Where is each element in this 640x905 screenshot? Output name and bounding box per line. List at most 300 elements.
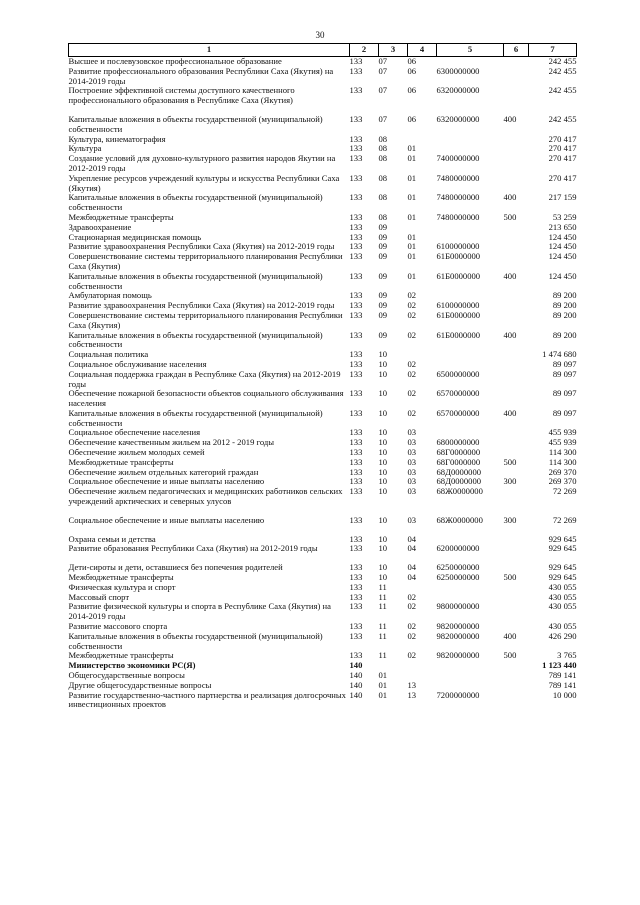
row-name: Амбулаторная помощь [68, 290, 152, 301]
row-section: 08 [378, 211, 388, 222]
row-subsection: 01 [407, 143, 417, 154]
row-expense-type: 500 [503, 211, 517, 222]
table-row [69, 389, 577, 409]
row-section: 09 [378, 329, 388, 340]
row-amount: 89 097 [552, 358, 577, 369]
row-expense-type: 500 [503, 456, 517, 467]
table-row [69, 370, 577, 390]
row-target-item: 6570000000 [436, 407, 480, 418]
row-name: Обеспечение пожарной безопасности объектов социального обслуживания населения [68, 388, 344, 409]
row-section: 09 [378, 221, 388, 232]
row-target-item [437, 583, 504, 593]
row-expense-type [504, 593, 529, 603]
table-row [69, 115, 577, 135]
row-ministry-code: 133 [349, 329, 363, 340]
row-target-item: 7480000000 [436, 172, 480, 183]
row-amount: 430 055 [548, 601, 577, 612]
row-ministry-code: 133 [349, 309, 363, 320]
row-expense-type [504, 242, 529, 252]
table-row [69, 632, 577, 652]
row-target-item: 6250000000 [436, 572, 480, 583]
row-section: 11 [378, 650, 387, 661]
row-name: Капитальные вложения в объекты государственной (муниципальной) собственности [68, 407, 323, 428]
table-row [69, 602, 577, 622]
row-name: Социальное обеспечение населения [68, 427, 201, 438]
row-expense-type: 400 [503, 192, 517, 203]
row-subsection: 03 [407, 476, 417, 487]
row-subsection: 13 [407, 679, 417, 690]
row-name: Обеспечение качественным жильем на 2012 - 2019 годы [68, 437, 275, 448]
row-amount: 124 450 [548, 270, 577, 281]
row-name: Капитальные вложения в объекты государственной (муниципальной) собственности [68, 113, 323, 134]
row-section: 08 [378, 133, 388, 144]
row-expense-type [504, 350, 529, 360]
row-ministry-code: 133 [349, 56, 363, 66]
row-expense-type [504, 67, 529, 87]
row-ministry-code: 133 [349, 427, 363, 438]
row-name: Развитие профессионального образования Республики Саха (Якутия) на 2014-2019 годы [68, 65, 334, 86]
row-expense-type: 400 [503, 113, 517, 124]
row-target-item [437, 671, 504, 681]
row-amount: 455 939 [548, 437, 577, 448]
table-row [69, 252, 577, 272]
row-name: Обеспечение жильем педагогических и медицинских работников сельских учреждений арктических и северных улусов [68, 486, 343, 507]
table-row [69, 174, 577, 194]
row-name: Капитальные вложения в объекты государственной (муниципальной) собственности [68, 270, 323, 291]
row-target-item: 6100000000 [436, 300, 480, 311]
row-ministry-code: 133 [349, 143, 363, 154]
row-name: Министерство экономики РС(Я) [68, 660, 196, 671]
row-target-item: 61Б0000000 [436, 270, 481, 281]
row-amount: 53 259 [552, 211, 577, 222]
row-name: Обеспечение жильем отдельных категорий граждан [68, 466, 259, 477]
row-name: Капитальные вложения в объекты государственной (муниципальной) собственности [68, 630, 323, 651]
row-amount: 124 450 [548, 241, 577, 252]
table-row [69, 86, 577, 115]
row-name: Обеспечение жильем молодых семей [68, 447, 205, 458]
row-subsection: 04 [407, 543, 417, 554]
row-name: Развитие здравоохранения Республики Саха (Якутия) на 2012-2019 годы [68, 300, 335, 311]
row-section: 10 [378, 514, 388, 525]
row-target-item [437, 223, 504, 233]
row-amount: 124 450 [548, 231, 577, 242]
row-name: Капитальные вложения в объекты государственной (муниципальной) собственности [68, 192, 323, 213]
row-ministry-code: 133 [349, 388, 363, 399]
row-section: 09 [378, 300, 388, 311]
row-amount: 242 455 [548, 85, 577, 96]
row-amount: 242 455 [548, 65, 577, 76]
row-amount: 929 645 [548, 572, 577, 583]
row-name: Развитие государственно-частного партнерства и реализация долгосрочных инвестиционных проектов [68, 689, 346, 710]
row-ministry-code: 133 [349, 368, 363, 379]
row-ministry-code: 140 [349, 679, 363, 690]
row-section: 10 [378, 533, 388, 544]
row-subsection: 03 [407, 437, 417, 448]
row-target-item: 7400000000 [436, 153, 480, 164]
header-col-1: 1 [69, 44, 350, 57]
row-subsection: 03 [407, 447, 417, 458]
row-expense-type [504, 487, 529, 516]
row-expense-type [504, 57, 529, 67]
row-target-item: 61Б0000000 [436, 329, 481, 340]
row-ministry-code: 133 [349, 437, 363, 448]
row-ministry-code: 133 [349, 172, 363, 183]
row-section: 09 [378, 290, 388, 301]
row-amount: 114 300 [548, 456, 577, 467]
row-ministry-code: 133 [349, 581, 363, 592]
row-ministry-code: 133 [349, 133, 363, 144]
header-col-2: 2 [350, 44, 379, 57]
row-section: 10 [378, 486, 388, 497]
row-section: 10 [378, 368, 388, 379]
row-section: 09 [378, 231, 388, 242]
row-target-item: 68Ж0000000 [436, 514, 483, 525]
row-target-item: 6200000000 [436, 543, 480, 554]
row-subsection: 01 [407, 172, 417, 183]
row-expense-type [504, 360, 529, 370]
header-col-4: 4 [408, 44, 437, 57]
row-subsection: 06 [407, 113, 417, 124]
row-amount: 72 269 [552, 486, 577, 497]
row-ministry-code: 133 [349, 349, 363, 360]
row-amount: 124 450 [548, 251, 577, 262]
row-amount: 269 370 [548, 476, 577, 487]
row-amount: 242 455 [548, 56, 577, 66]
row-expense-type: 300 [503, 476, 517, 487]
row-target-item [437, 350, 504, 360]
row-amount: 1 123 440 [542, 660, 577, 671]
row-ministry-code: 133 [349, 543, 363, 554]
budget-table [68, 43, 577, 710]
row-name: Капитальные вложения в объекты государственной (муниципальной) собственности [68, 329, 323, 350]
row-section: 10 [378, 407, 388, 418]
row-section: 10 [378, 437, 388, 448]
row-target-item: 9820000000 [436, 630, 480, 641]
row-ministry-code: 133 [349, 153, 363, 164]
row-subsection: 01 [407, 251, 417, 262]
row-ministry-code: 133 [349, 650, 363, 661]
row-ministry-code: 133 [349, 270, 363, 281]
row-section: 10 [378, 388, 388, 399]
row-section: 10 [378, 572, 388, 583]
row-expense-type [504, 370, 529, 390]
row-name: Совершенствование системы территориального планирования Республики Саха (Якутия) [68, 251, 343, 271]
row-section: 01 [378, 670, 388, 681]
row-ministry-code: 133 [349, 486, 363, 497]
row-subsection: 01 [407, 192, 417, 203]
row-expense-type [504, 661, 529, 671]
row-amount: 10 000 [552, 689, 577, 700]
row-subsection: 02 [407, 309, 417, 320]
row-section: 10 [378, 447, 388, 458]
row-section: 10 [378, 476, 388, 487]
row-subsection: 02 [407, 388, 417, 399]
table-row [69, 213, 577, 223]
row-amount: 89 200 [552, 309, 577, 320]
row-target-item: 68Д0000000 [436, 466, 482, 477]
row-name: Социальное обслуживание населения [68, 358, 207, 369]
row-target-item: 6570000000 [436, 388, 480, 399]
row-ministry-code: 133 [349, 211, 363, 222]
row-amount: 270 417 [548, 153, 577, 164]
row-expense-type [504, 135, 529, 145]
row-amount: 270 417 [548, 133, 577, 144]
row-name: Развитие здравоохранения Республики Саха (Якутия) на 2012-2019 годы [68, 241, 335, 252]
row-amount: 430 055 [548, 621, 577, 632]
row-ministry-code: 140 [349, 670, 363, 681]
row-amount: 217 159 [548, 192, 577, 203]
row-expense-type [504, 174, 529, 194]
row-amount: 430 055 [548, 581, 577, 592]
row-amount: 270 417 [548, 172, 577, 183]
row-name: Укрепление ресурсов учреждений культуры и искусства Республики Саха (Якутия) [68, 172, 340, 193]
row-ministry-code: 133 [349, 358, 363, 369]
row-target-item: 6320000000 [436, 113, 480, 124]
row-subsection: 03 [407, 514, 417, 525]
row-amount: 72 269 [552, 514, 577, 525]
row-expense-type [504, 583, 529, 593]
row-subsection: 02 [407, 591, 417, 602]
row-section: 01 [378, 689, 388, 700]
row-amount: 1 474 680 [542, 349, 577, 360]
row-name: Общегосударственные вопросы [68, 670, 185, 681]
row-target-item: 68Д0000000 [436, 476, 482, 487]
row-expense-type [504, 223, 529, 233]
table-row [69, 331, 577, 351]
row-expense-type: 400 [503, 407, 517, 418]
row-target-item: 7480000000 [436, 211, 480, 222]
table-row [69, 135, 577, 145]
row-expense-type [504, 233, 529, 243]
row-name: Социальное обеспечение и иные выплаты населению [68, 476, 265, 487]
row-amount: 455 939 [548, 427, 577, 438]
row-expense-type [504, 428, 529, 438]
row-subsection: 06 [407, 65, 417, 76]
row-section: 11 [378, 601, 387, 612]
row-name: Межбюджетные трансферты [68, 572, 174, 583]
row-subsection: 01 [407, 153, 417, 164]
row-section: 09 [378, 270, 388, 281]
row-subsection: 04 [407, 572, 417, 583]
row-expense-type: 300 [503, 514, 517, 525]
row-section: 10 [378, 358, 388, 369]
row-subsection: 02 [407, 329, 417, 340]
row-expense-type: 400 [503, 630, 517, 641]
row-ministry-code: 133 [349, 456, 363, 467]
row-target-item: 6320000000 [436, 85, 480, 96]
row-amount: 269 370 [548, 466, 577, 477]
row-ministry-code: 133 [349, 572, 363, 583]
row-expense-type [504, 671, 529, 681]
row-subsection: 02 [407, 358, 417, 369]
row-name: Охрана семьи и детства [68, 533, 156, 544]
row-amount: 929 645 [548, 562, 577, 573]
row-name: Физическая культура и спорт [68, 581, 176, 592]
page-number: 30 [315, 30, 325, 40]
row-name: Построение эффективной системы доступного качественного профессионального образования в Республике Саха (Якутия) [68, 85, 295, 106]
row-target-item: 61Б0000000 [436, 251, 481, 262]
row-section: 08 [378, 192, 388, 203]
row-subsection: 02 [407, 290, 417, 301]
row-subsection: 13 [407, 689, 417, 700]
row-name: Социальная политика [68, 349, 149, 360]
row-amount: 242 455 [548, 113, 577, 124]
row-subsection [408, 661, 437, 671]
row-amount: 430 055 [548, 591, 577, 602]
row-ministry-code: 133 [349, 591, 363, 602]
row-amount: 929 645 [548, 543, 577, 554]
row-name: Дети-сироты и дети, оставшиеся без попечения родителей [68, 562, 283, 573]
row-section: 11 [378, 630, 387, 641]
row-name: Стационарная медицинская помощь [68, 231, 202, 242]
row-name: Межбюджетные трансферты [68, 211, 174, 222]
row-expense-type [504, 86, 529, 115]
row-subsection: 02 [407, 650, 417, 661]
table-row [69, 544, 577, 563]
header-col-7: 7 [529, 44, 577, 57]
row-target-item [437, 661, 504, 671]
row-target-item: 61Б0000000 [436, 309, 481, 320]
row-subsection: 03 [407, 427, 417, 438]
row-ministry-code: 140 [349, 689, 363, 700]
row-target-item: 7200000000 [436, 689, 480, 700]
row-amount: 213 650 [548, 221, 577, 232]
row-ministry-code: 133 [349, 466, 363, 477]
row-ministry-code: 133 [349, 514, 363, 525]
row-target-item: 6500000000 [436, 368, 480, 379]
row-name: Культура, кинематография [68, 133, 166, 144]
row-name: Культура [68, 143, 102, 154]
row-amount: 426 290 [548, 630, 577, 641]
table-row [69, 516, 577, 535]
row-name: Совершенствование системы территориального планирования Республики Саха (Якутия) [68, 309, 343, 330]
row-ministry-code: 133 [349, 621, 363, 632]
row-name: Социальная поддержка граждан в Республике Саха (Якутия) на 2012-2019 годы [68, 368, 341, 389]
row-amount: 89 200 [552, 300, 577, 311]
row-ministry-code: 133 [349, 407, 363, 418]
row-section: 10 [378, 543, 388, 554]
row-subsection: 03 [407, 456, 417, 467]
row-subsection: 01 [407, 231, 417, 242]
row-section: 10 [378, 349, 388, 360]
row-section: 09 [378, 251, 388, 262]
row-name: Высшее и послевузовское профессиональное образование [68, 56, 282, 66]
row-expense-type [504, 144, 529, 154]
row-subsection: 03 [407, 466, 417, 477]
table-row [69, 691, 577, 711]
header-col-5: 5 [437, 44, 504, 57]
row-ministry-code: 133 [349, 447, 363, 458]
row-subsection: 02 [407, 601, 417, 612]
table-row [69, 154, 577, 174]
row-ministry-code: 133 [349, 192, 363, 203]
row-section: 09 [378, 309, 388, 320]
row-ministry-code: 133 [349, 231, 363, 242]
row-expense-type [504, 291, 529, 301]
row-section: 10 [378, 562, 388, 573]
row-amount: 929 645 [548, 533, 577, 544]
table-body [69, 57, 577, 711]
row-target-item: 9800000000 [436, 601, 480, 612]
row-expense-type [504, 154, 529, 174]
row-section: 07 [378, 113, 388, 124]
row-expense-type: 500 [503, 650, 517, 661]
row-section: 10 [378, 456, 388, 467]
row-expense-type [504, 544, 529, 563]
row-ministry-code: 133 [349, 113, 363, 124]
row-name: Развитие физической культуры и спорта в Республике Саха (Якутия) на 2014-2019 годы [68, 601, 331, 622]
row-expense-type [504, 681, 529, 691]
row-ministry-code: 133 [349, 290, 363, 301]
row-section: 07 [378, 56, 388, 66]
row-section: 07 [378, 65, 388, 76]
row-target-item: 6800000000 [436, 437, 480, 448]
row-expense-type: 400 [503, 329, 517, 340]
row-ministry-code: 133 [349, 65, 363, 76]
row-amount: 89 097 [552, 368, 577, 379]
row-subsection: 02 [407, 300, 417, 311]
row-expense-type [504, 389, 529, 409]
row-section: 10 [378, 427, 388, 438]
row-name: Межбюджетные трансферты [68, 650, 174, 661]
table-row [69, 193, 577, 213]
row-ministry-code: 133 [349, 562, 363, 573]
table-row [69, 583, 577, 593]
table-header-row [69, 44, 577, 57]
row-name: Создание условий для духовно-культурного развития народов Якутии на 2012-2019 годы [68, 153, 336, 173]
row-amount: 89 097 [552, 407, 577, 418]
row-amount: 789 141 [548, 670, 577, 681]
row-target-item: 68Ж0000000 [436, 486, 483, 497]
row-name: Здравоохранение [68, 221, 132, 232]
row-subsection: 06 [407, 56, 417, 66]
row-section: 11 [378, 621, 387, 632]
row-section: 08 [378, 143, 388, 154]
row-ministry-code: 133 [349, 630, 363, 641]
row-name: Развитие образования Республики Саха (Якутия) на 2012-2019 годы [68, 543, 318, 554]
row-ministry-code: 133 [349, 85, 363, 96]
row-target-item: 6100000000 [436, 241, 480, 252]
table-row [69, 487, 577, 516]
row-ministry-code: 133 [349, 601, 363, 612]
table-row [69, 67, 577, 87]
row-ministry-code: 140 [349, 660, 363, 671]
row-section: 07 [378, 85, 388, 96]
row-target-item: 6250000000 [436, 562, 480, 573]
row-target-item [437, 135, 504, 145]
row-subsection: 06 [407, 85, 417, 96]
header-col-3: 3 [379, 44, 408, 57]
table-row [69, 272, 577, 292]
row-target-item: 9820000000 [436, 621, 480, 632]
row-target-item: 7480000000 [436, 192, 480, 203]
row-subsection: 02 [407, 407, 417, 418]
row-section: 08 [378, 153, 388, 164]
table-row [69, 311, 577, 331]
row-expense-type [504, 602, 529, 622]
row-target-item: 6300000000 [436, 65, 480, 76]
row-section: 11 [378, 581, 387, 592]
row-ministry-code: 133 [349, 533, 363, 544]
row-subsection: 04 [407, 562, 417, 573]
row-section: 01 [378, 679, 388, 690]
row-expense-type [504, 252, 529, 272]
row-section: 08 [378, 172, 388, 183]
row-subsection: 02 [407, 368, 417, 379]
row-amount: 89 097 [552, 388, 577, 399]
row-section: 11 [378, 591, 387, 602]
row-ministry-code: 133 [349, 241, 363, 252]
